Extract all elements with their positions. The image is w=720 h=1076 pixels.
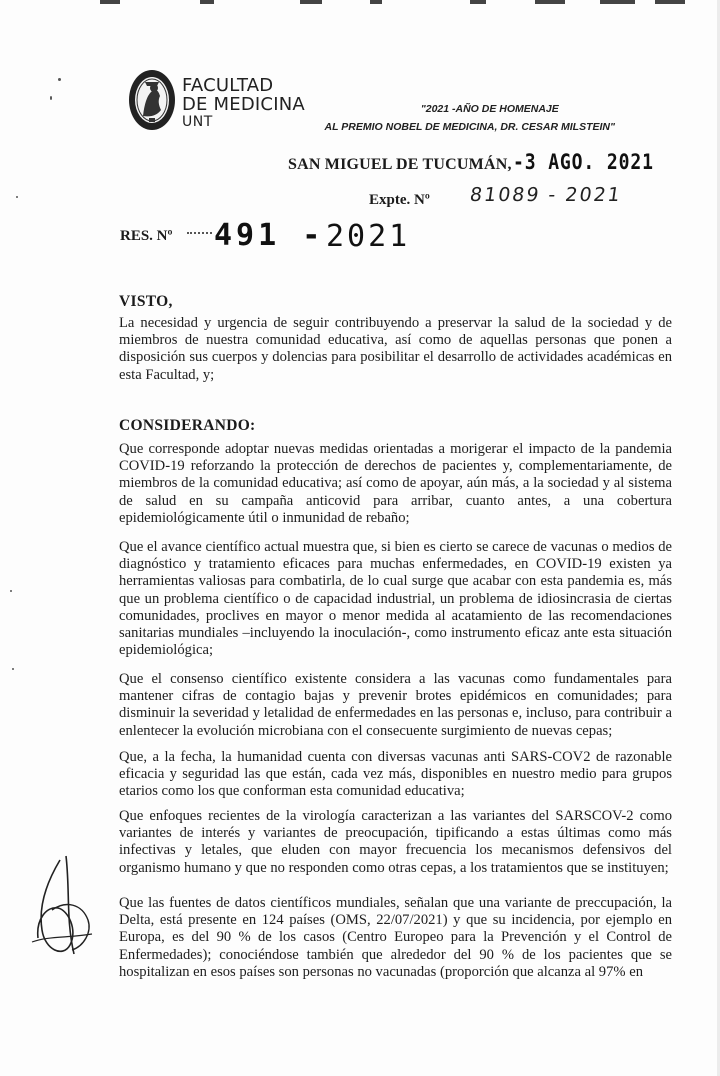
considerando-paragraph: Que el consenso científico existente considera a las vacunas como fundamentales para mantener cifras de contagio bajas y prevenir brotes epidémicos en comunidades; para disminuir la severidad y letalidad de enfermedades en las personas e, incluso, para contribuir a enlentecer la evolución microbiana con el consecuente surgimiento de nuevas cepas; bbox=[119, 671, 672, 739]
visto-heading: VISTO, bbox=[119, 293, 173, 310]
scan-top-edge bbox=[40, 0, 690, 6]
scan-speck bbox=[10, 590, 12, 592]
place-line: SAN MIGUEL DE TUCUMÁN, bbox=[288, 156, 512, 173]
considerando-paragraph: Que el avance científico actual muestra que, si bien es cierto se carece de vacunas o medios de diagnóstico y tratamiento eficaces para muchas enfermedades, en COVID-19 existen ya herramientas valiosas para combatirla, de lo cual surge que acabar con esta pandemia es, más que un problema científico o de capacidad industrial, un problema de idiosincrasia de ciertas comunidades, proclives en mayor o menor medida al acatamiento de las recomendaciones sanitarias mundiales –incluyendo la inoculación-, como instrumento eficaz ante esta situación epidemiológica; bbox=[119, 539, 672, 659]
resolution-year: 2021 bbox=[326, 219, 411, 254]
scan-speck bbox=[16, 196, 18, 198]
faculty-line-1: FACULTAD bbox=[182, 75, 274, 96]
expediente-label: Expte. Nº bbox=[369, 192, 430, 208]
date-stamp: -3 AGO. 2021 bbox=[513, 150, 654, 174]
homenaje-motto bbox=[324, 100, 615, 136]
resolution-dotted-line bbox=[187, 232, 212, 234]
handwritten-signature bbox=[8, 850, 118, 970]
resolution-number: 491 - bbox=[214, 218, 325, 253]
considerando-paragraph: Que las fuentes de datos científicos mundiales, señalan que una variante de preccupación, la Delta, está presente en 124 países (OMS, 22/07/2021) y que su incidencia, por ejemplo en Europa, es del 90 % de los casos (Centro Europeo para la Prevención y el Control de Enfermedades); conociéndose también que alrededor del 90 % de los pacientes que se hospitalizan en esos países son personas no vacunadas (proporción que alcanza al 97% en bbox=[119, 895, 672, 980]
visto-paragraph: La necesidad y urgencia de seguir contribuyendo a preservar la salud de la sociedad y de miembros de nuestra comunidad educativa, así como de aquellas personas que ponen a disposición sus cuerpos y dolencias para posibilitar el desarrollo de actividades académicas en esta Facultad, y; bbox=[119, 315, 672, 383]
considerando-paragraph: Que, a la fecha, la humanidad cuenta con diversas vacunas anti SARS-COV2 de razonable eficacia y seguridad las que están, cada vez más, disponibles en nuestro medio para grupos etarios como los que conforman esta comunidad educativa; bbox=[119, 749, 672, 800]
faculty-line-2: DE MEDICINA bbox=[182, 94, 305, 115]
considerando-heading: CONSIDERANDO: bbox=[119, 417, 256, 434]
considerando-paragraph: Que enfoques recientes de la virología caracterizan a las variantes del SARSCOV-2 como variantes de interés y variantes de preocupación, tipificando a estas últimas como más infectivas y letales, que eluden con mayor frecuencia los mecanismos defensivos del organismo humano y que no responden como otras cepas, a los tratamientos que se instituyen; bbox=[119, 808, 672, 876]
homenaje-line-1: "2021 -AÑO DE HOMENAJE bbox=[420, 103, 559, 115]
considerando-paragraph: Que corresponde adoptar nuevas medidas orientadas a morigerar el impacto de la pandemia COVID-19 reforzando la protección de derechos de pacientes y, complementariamente, de miembros de la comunidad educativa; así como de apoyar, aún más, a la sociedad y al sistema de salud en su campaña anticovid para arribar, cuanto antes, a una cobertura epidemiológicamente útil o inmunidad de rebaño; bbox=[119, 441, 672, 526]
scan-speck bbox=[12, 668, 14, 670]
scan-speck bbox=[50, 96, 52, 100]
homenaje-line-2: AL PREMIO NOBEL DE MEDICINA, DR. CESAR MILSTEIN" bbox=[324, 121, 615, 133]
resolution-label: RES. Nº bbox=[120, 228, 173, 244]
faculty-line-3: UNT bbox=[182, 114, 213, 130]
faculty-seal-logo bbox=[127, 68, 177, 132]
faculty-name-block bbox=[182, 76, 305, 131]
expediente-number-handwritten: 81089 - 2021 bbox=[468, 184, 624, 206]
scan-speck bbox=[58, 78, 61, 81]
